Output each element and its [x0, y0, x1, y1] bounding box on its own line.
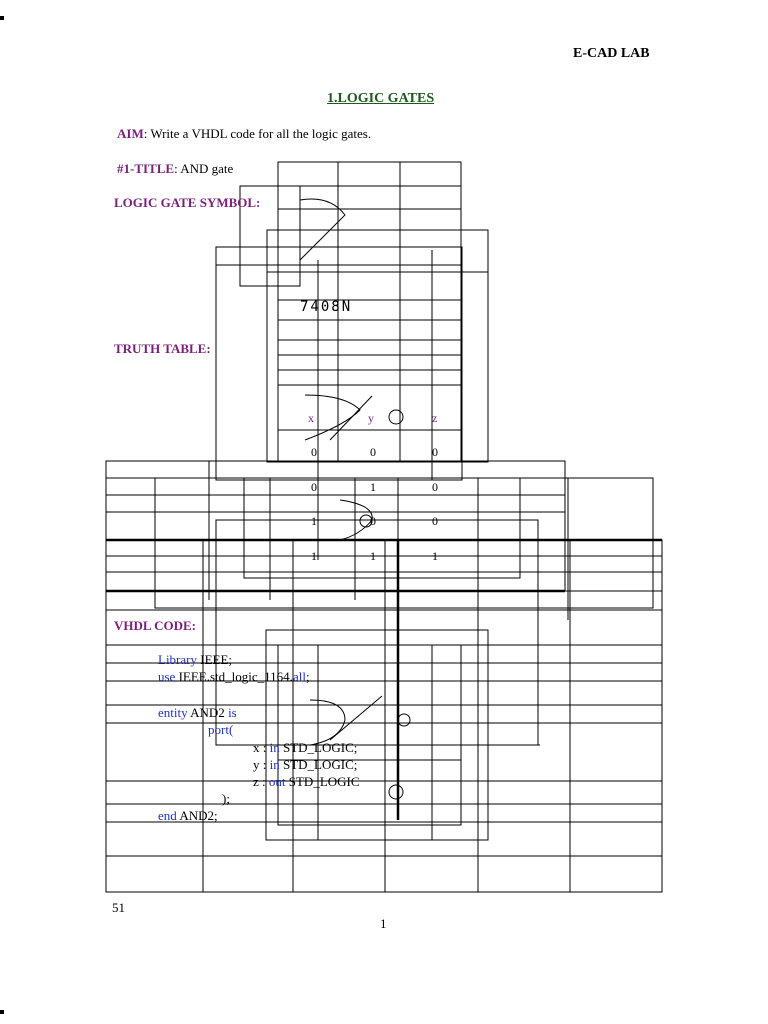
page-number-center: 1 [380, 916, 387, 931]
code-line-port-z [253, 774, 360, 790]
section-title [117, 161, 233, 177]
truth-cell-r1-y: 1 [370, 480, 376, 494]
port-y-name: y : [253, 757, 270, 772]
truth-header-x: x [308, 411, 314, 425]
kw-use: use [158, 669, 176, 684]
lab-header: E-CAD LAB [573, 46, 650, 61]
kw-end: end [158, 808, 177, 823]
kw-library: Library [158, 652, 197, 667]
aim-label: AIM [117, 126, 144, 141]
use-package: IEEE.std_logic_1164. [175, 669, 293, 684]
truth-cell-r0-y: 0 [370, 445, 376, 459]
truth-cell-r3-x: 1 [311, 549, 317, 563]
code-line-close-port: ); [222, 791, 230, 806]
truth-cell-r3-y: 1 [370, 549, 376, 563]
truth-header-z: z [432, 411, 438, 425]
chip-label: 7408N [300, 299, 353, 315]
kw-in-x: in [269, 740, 280, 755]
truth-header-y: y [368, 411, 374, 425]
end-name: AND2; [176, 808, 218, 823]
code-line-end [158, 808, 218, 824]
port-z-type: STD_LOGIC [285, 774, 360, 789]
section-title-label: #1-TITLE [117, 161, 175, 176]
entity-name: AND2 [187, 705, 229, 720]
truth-cell-r0-z: 0 [432, 445, 438, 459]
truth-cell-r2-z: 0 [432, 514, 438, 528]
section-title-text: : AND gate [174, 161, 234, 176]
truth-table-heading: TRUTH TABLE: [114, 341, 211, 356]
kw-all: all [292, 669, 306, 684]
library-name: IEEE; [196, 652, 232, 667]
port-z-name: z : [253, 774, 269, 789]
truth-cell-r1-z: 0 [432, 480, 438, 494]
page-title: 1.LOGIC GATES [327, 91, 435, 106]
code-line-port: port( [208, 722, 234, 737]
kw-out-z: out [268, 774, 286, 789]
page-number-left: 51 [112, 900, 125, 915]
truth-cell-r2-y: 0 [370, 514, 376, 528]
code-line-port-x [253, 740, 357, 756]
kw-entity: entity [158, 705, 188, 720]
truth-cell-r2-x: 1 [311, 514, 317, 528]
vhdl-code-heading: VHDL CODE: [114, 618, 196, 633]
kw-in-y: in [269, 757, 280, 772]
code-line-use [158, 669, 310, 685]
port-x-name: x : [253, 740, 270, 755]
code-line-library [158, 652, 232, 668]
use-end: ; [305, 669, 310, 684]
aim-text: : Write a VHDL code for all the logic gates. [143, 126, 372, 141]
truth-cell-r0-x: 0 [311, 445, 317, 459]
code-line-port-y [253, 757, 357, 773]
port-y-type: STD_LOGIC; [279, 757, 358, 772]
truth-cell-r3-z: 1 [432, 549, 438, 563]
aim-line [117, 126, 371, 142]
truth-cell-r1-x: 0 [311, 480, 317, 494]
code-line-entity [158, 705, 237, 721]
logic-gate-symbol-heading: LOGIC GATE SYMBOL: [114, 195, 261, 210]
port-x-type: STD_LOGIC; [279, 740, 358, 755]
kw-is: is [228, 705, 237, 720]
